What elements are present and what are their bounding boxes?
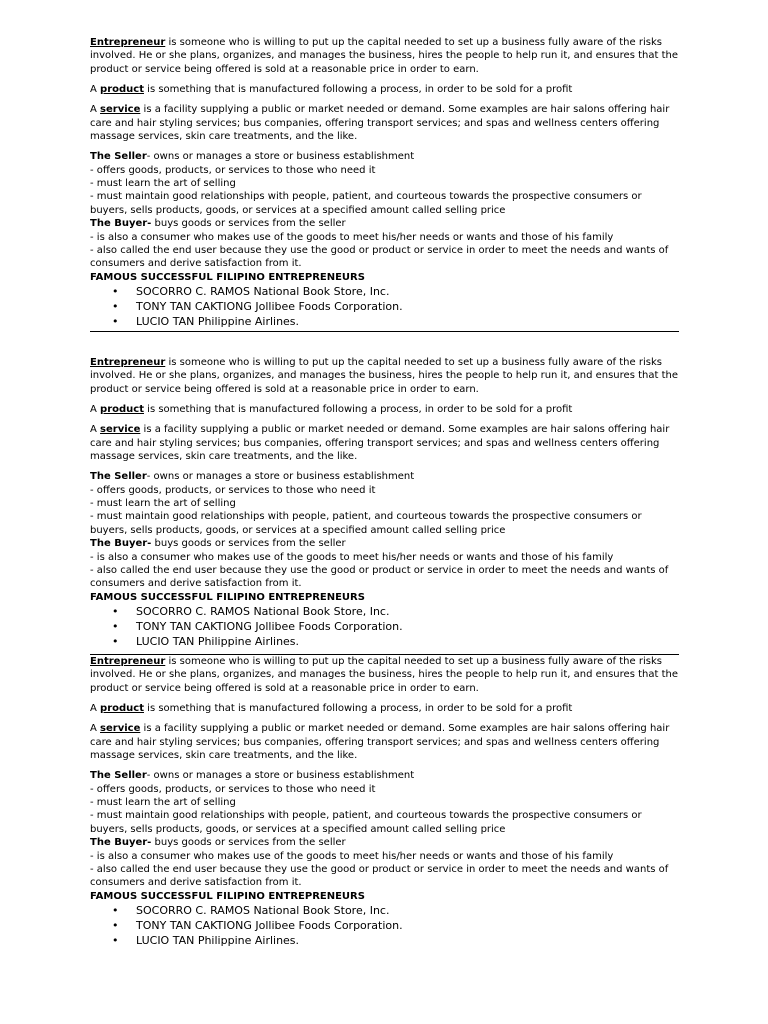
product-text: is something that is manufactured following a process, in order to be sold for a profit: [143, 404, 573, 416]
list-item: • SOCORRO C. RAMOS National Book Store, Inc.: [90, 284, 680, 299]
service-term: service: [100, 424, 141, 436]
service-prefix: A: [90, 424, 101, 436]
entrepreneur-term: Entrepreneur: [90, 656, 166, 667]
famous-list: [90, 284, 680, 329]
seller-point: - must maintain good relationships with people, patient, and courteous towards the prospective consumers or buyers, sells products, goods, or services at a specified amount called selling price: [90, 511, 642, 536]
service-term: service: [100, 723, 141, 735]
seller-point: - offers goods, products, or services to those who need it: [90, 783, 376, 795]
list-item: • LUCIO TAN Philippine Airlines.: [90, 314, 680, 329]
entrepreneur-definition: [90, 356, 680, 396]
seller-term: The Seller: [90, 770, 147, 782]
famous-heading: FAMOUS SUCCESSFUL FILIPINO ENTREPRENEURS: [90, 591, 365, 603]
list-item: • LUCIO TAN Philippine Airlines.: [90, 933, 680, 948]
seller-point: - must learn the art of selling: [90, 498, 236, 510]
product-definition: [90, 702, 680, 715]
buyer-text: buys goods or services from the seller: [151, 837, 346, 849]
seller-point: - offers goods, products, or services to those who need it: [90, 164, 376, 176]
service-term: service: [100, 104, 141, 116]
buyer-line: [90, 537, 680, 550]
seller-text: - owns or manages a store or business establishment: [146, 151, 415, 163]
seller-point: - must learn the art of selling: [90, 797, 236, 809]
famous-heading: FAMOUS SUCCESSFUL FILIPINO ENTREPRENEURS: [90, 271, 365, 283]
service-text: is a facility supplying a public or market needed or demand. Some examples are hair salons offering hair care and hair styling services; bus companies, offering transport services; and spas and wellness centers offering massage services, skin care treatments, and the like.: [90, 424, 670, 463]
buyer-point: - also called the end user because they use the good or product or service in order to meet the needs and wants of consumers and derive satisfaction from it.: [90, 864, 669, 889]
seller-point: - must learn the art of selling: [90, 178, 236, 190]
buyer-line: [90, 836, 680, 849]
entrepreneur-definition: [90, 36, 680, 76]
buyer-point: - is also a consumer who makes use of the goods to meet his/her needs or wants and those of his family: [90, 551, 614, 563]
section-3: [90, 655, 680, 948]
service-prefix: A: [90, 104, 101, 116]
service-definition: [90, 423, 680, 463]
section-2: [90, 356, 680, 649]
buyer-line: [90, 217, 680, 230]
service-prefix: A: [90, 723, 101, 735]
service-definition: [90, 722, 680, 762]
famous-list: [90, 604, 680, 649]
product-term: product: [100, 84, 144, 96]
entrepreneur-term: Entrepreneur: [90, 37, 166, 48]
service-definition: [90, 103, 680, 143]
list-item: • SOCORRO C. RAMOS National Book Store, Inc.: [90, 604, 680, 619]
buyer-point: - also called the end user because they use the good or product or service in order to meet the needs and wants of consumers and derive satisfaction from it.: [90, 565, 669, 590]
product-term: product: [100, 404, 144, 416]
entrepreneur-text: is someone who is willing to put up the capital needed to set up a business fully aware of the risks involved. He or she plans, organizes, and manages the business, hires the people to help run it, and ensures that the product or service being offered is sold at a reasonable price in order to earn.: [90, 656, 678, 694]
seller-term: The Seller: [90, 471, 147, 483]
seller-line: [90, 150, 680, 163]
seller-line: [90, 769, 680, 782]
buyer-term: The Buyer-: [90, 538, 152, 550]
buyer-text: buys goods or services from the seller: [151, 218, 346, 230]
section-1: [90, 36, 680, 329]
buyer-term: The Buyer-: [90, 218, 152, 230]
seller-point: - must maintain good relationships with people, patient, and courteous towards the prospective consumers or buyers, sells products, goods, or services at a specified amount called selling price: [90, 191, 642, 216]
list-item: • TONY TAN CAKTIONG Jollibee Foods Corporation.: [90, 918, 680, 933]
entrepreneur-term: Entrepreneur: [90, 357, 166, 368]
product-term: product: [100, 703, 144, 715]
service-text: is a facility supplying a public or market needed or demand. Some examples are hair salons offering hair care and hair styling services; bus companies, offering transport services; and spas and wellness centers offering massage services, skin care treatments, and the like.: [90, 723, 670, 762]
list-item: • TONY TAN CAKTIONG Jollibee Foods Corporation.: [90, 299, 680, 314]
list-item: • LUCIO TAN Philippine Airlines.: [90, 634, 680, 649]
seller-point: - must maintain good relationships with people, patient, and courteous towards the prospective consumers or buyers, sells products, goods, or services at a specified amount called selling price: [90, 810, 642, 835]
entrepreneur-text: is someone who is willing to put up the capital needed to set up a business fully aware of the risks involved. He or she plans, organizes, and manages the business, hires the people to help run it, and ensures that the product or service being offered is sold at a reasonable price in order to earn.: [90, 357, 678, 395]
seller-text: - owns or manages a store or business establishment: [146, 770, 415, 782]
seller-text: - owns or manages a store or business establishment: [146, 471, 415, 483]
buyer-term: The Buyer-: [90, 837, 152, 849]
entrepreneur-definition: [90, 655, 680, 695]
seller-line: [90, 470, 680, 483]
list-item: • TONY TAN CAKTIONG Jollibee Foods Corporation.: [90, 619, 680, 634]
product-prefix: A: [90, 84, 101, 96]
product-prefix: A: [90, 703, 101, 715]
entrepreneur-text: is someone who is willing to put up the capital needed to set up a business fully aware of the risks involved. He or she plans, organizes, and manages the business, hires the people to help run it, and ensures that the product or service being offered is sold at a reasonable price in order to earn.: [90, 37, 678, 75]
list-item: • SOCORRO C. RAMOS National Book Store, Inc.: [90, 903, 680, 918]
section-divider: [90, 331, 679, 332]
famous-list: [90, 903, 680, 948]
buyer-point: - is also a consumer who makes use of the goods to meet his/her needs or wants and those of his family: [90, 231, 614, 243]
product-definition: [90, 403, 680, 416]
product-prefix: A: [90, 404, 101, 416]
buyer-point: - also called the end user because they use the good or product or service in order to meet the needs and wants of consumers and derive satisfaction from it.: [90, 245, 669, 270]
seller-point: - offers goods, products, or services to those who need it: [90, 484, 376, 496]
buyer-text: buys goods or services from the seller: [151, 538, 346, 550]
buyer-point: - is also a consumer who makes use of the goods to meet his/her needs or wants and those of his family: [90, 850, 614, 862]
product-text: is something that is manufactured following a process, in order to be sold for a profit: [143, 703, 573, 715]
product-definition: [90, 83, 680, 96]
service-text: is a facility supplying a public or market needed or demand. Some examples are hair salons offering hair care and hair styling services; bus companies, offering transport services; and spas and wellness centers offering massage services, skin care treatments, and the like.: [90, 104, 670, 143]
product-text: is something that is manufactured following a process, in order to be sold for a profit: [143, 84, 573, 96]
famous-heading: FAMOUS SUCCESSFUL FILIPINO ENTREPRENEURS: [90, 890, 365, 902]
seller-term: The Seller: [90, 151, 147, 163]
